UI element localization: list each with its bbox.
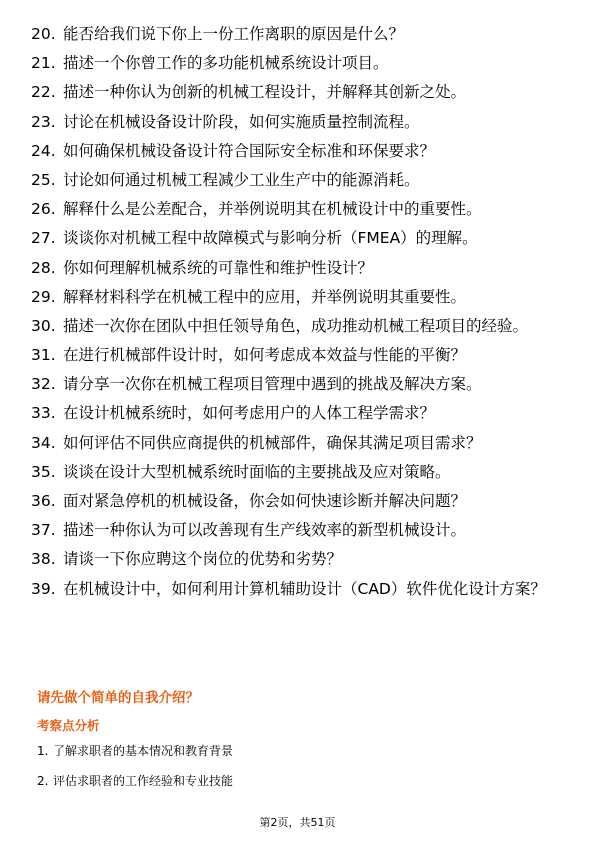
question-item bbox=[31, 111, 561, 133]
question-number: 25. bbox=[31, 170, 56, 189]
question-number: 34. bbox=[31, 433, 56, 452]
question-text: 描述一种你认为可以改善现有生产线效率的新型机械设计。 bbox=[63, 521, 467, 540]
question-number: 24. bbox=[31, 141, 56, 160]
intro-question-heading: 请先做个简单的自我介绍？ bbox=[37, 690, 199, 706]
analysis-point-number: 2. bbox=[37, 774, 49, 788]
question-text: 在进行机械部件设计时，如何考虑成本效益与性能的平衡？ bbox=[63, 346, 467, 365]
question-text: 请分享一次你在机械工程项目管理中遇到的挑战及解决方案。 bbox=[63, 375, 482, 394]
question-number: 30. bbox=[31, 316, 56, 335]
question-text: 解释什么是公差配合，并举例说明其在机械设计中的重要性。 bbox=[63, 200, 482, 219]
question-number: 33. bbox=[31, 404, 56, 423]
analysis-point bbox=[37, 773, 557, 789]
question-number: 39. bbox=[31, 579, 56, 598]
question-number: 22. bbox=[31, 83, 56, 102]
question-text: 谈谈你对机械工程中故障模式与影响分析（FMEA）的理解。 bbox=[63, 229, 478, 248]
question-item bbox=[31, 432, 561, 454]
question-item bbox=[31, 140, 561, 162]
question-number: 32. bbox=[31, 375, 56, 394]
question-number: 31. bbox=[31, 346, 56, 365]
question-number: 27. bbox=[31, 229, 56, 248]
question-number: 23. bbox=[31, 112, 56, 131]
question-item bbox=[31, 257, 561, 279]
question-text: 能否给我们说下你上一份工作离职的原因是什么？ bbox=[63, 25, 405, 43]
question-text: 你如何理解机械系统的可靠性和维护性设计？ bbox=[63, 258, 374, 277]
question-text: 请谈一下你应聘这个岗位的优势和劣势？ bbox=[63, 550, 343, 569]
question-text: 描述一种你认为创新的机械工程设计，并解释其创新之处。 bbox=[63, 83, 467, 102]
analysis-point bbox=[37, 743, 557, 759]
page-footer: 第2页，共51页 bbox=[259, 816, 336, 829]
question-text: 描述一个你曾工作的多功能机械系统设计项目。 bbox=[63, 54, 389, 73]
analysis-point-number: 1. bbox=[37, 744, 49, 758]
analysis-point-list bbox=[37, 743, 557, 803]
question-item bbox=[31, 373, 561, 395]
question-text: 讨论在机械设备设计阶段，如何实施质量控制流程。 bbox=[63, 112, 420, 131]
question-item bbox=[31, 52, 561, 74]
question-number: 20. bbox=[31, 25, 56, 43]
question-number: 37. bbox=[31, 521, 56, 540]
analysis-point-text: 评估求职者的工作经验和专业技能 bbox=[53, 774, 234, 788]
question-item bbox=[31, 344, 561, 366]
question-item bbox=[31, 169, 561, 191]
question-item bbox=[31, 198, 561, 220]
question-text: 讨论如何通过机械工程减少工业生产中的能源消耗。 bbox=[63, 170, 420, 189]
question-text: 面对紧急停机的机械设备，你会如何快速诊断并解决问题？ bbox=[63, 492, 467, 510]
question-item bbox=[31, 286, 561, 308]
question-item bbox=[31, 402, 561, 424]
question-item bbox=[31, 519, 561, 541]
question-number: 36. bbox=[31, 492, 56, 510]
question-item bbox=[31, 490, 561, 512]
question-number: 38. bbox=[31, 550, 56, 569]
question-text: 谈谈在设计大型机械系统时面临的主要挑战及应对策略。 bbox=[63, 462, 451, 481]
question-text: 如何评估不同供应商提供的机械部件，确保其满足项目需求？ bbox=[63, 433, 482, 452]
question-number: 26. bbox=[31, 200, 56, 219]
question-number: 35. bbox=[31, 462, 56, 481]
analysis-point-text: 了解求职者的基本情况和教育背景 bbox=[53, 744, 234, 758]
question-item bbox=[31, 23, 561, 45]
question-number: 21. bbox=[31, 54, 56, 73]
question-item bbox=[31, 548, 561, 570]
question-text: 在机械设计中，如何利用计算机辅助设计（CAD）软件优化设计方案？ bbox=[63, 579, 546, 598]
question-item bbox=[31, 227, 561, 249]
question-list bbox=[31, 23, 561, 607]
question-number: 28. bbox=[31, 258, 56, 277]
question-text: 如何确保机械设备设计符合国际安全标准和环保要求？ bbox=[63, 141, 436, 160]
analysis-heading: 考察点分析 bbox=[37, 718, 100, 733]
question-item bbox=[31, 315, 561, 337]
question-text: 解释材料科学在机械工程中的应用，并举例说明其重要性。 bbox=[63, 287, 467, 306]
question-text: 在设计机械系统时，如何考虑用户的人体工程学需求？ bbox=[63, 404, 436, 423]
question-number: 29. bbox=[31, 287, 56, 306]
question-item bbox=[31, 578, 561, 600]
question-text: 描述一次你在团队中担任领导角色，成功推动机械工程项目的经验。 bbox=[63, 316, 529, 335]
question-item bbox=[31, 81, 561, 103]
question-item bbox=[31, 461, 561, 483]
